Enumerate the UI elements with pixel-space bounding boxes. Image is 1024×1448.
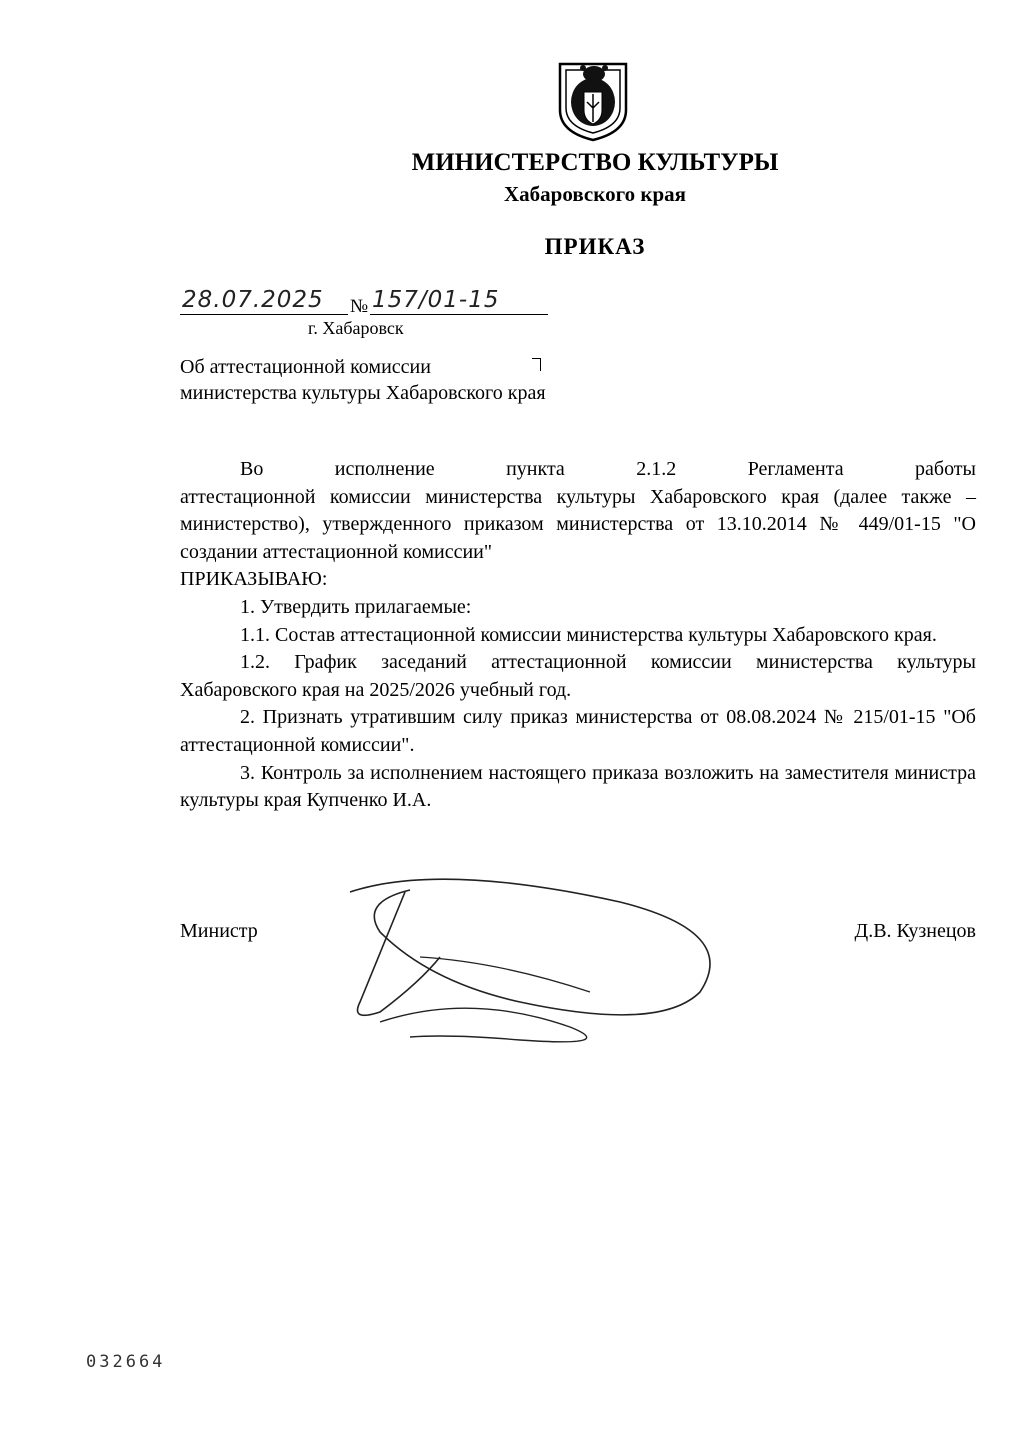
signatory-name: Д.В. Кузнецов (854, 920, 976, 942)
order-body (180, 456, 976, 815)
subject-line-2: министерства культуры Хабаровского края (180, 382, 546, 404)
number-sign: № (350, 296, 369, 317)
coat-of-arms-icon (556, 58, 630, 142)
date-underline (180, 314, 348, 315)
document-title: ПРИКАЗ (544, 234, 646, 259)
item-1: 1. Утвердить прилагаемые: (240, 595, 472, 618)
signatory-title: Министр (180, 920, 258, 942)
order-date: 28.07.2025 (182, 287, 324, 313)
item-1-2: 1.2. График заседаний аттестационной комиссии министерства культуры Хабаровского края на 2025/2026 учебный год. (180, 651, 976, 701)
subject-bracket (532, 358, 541, 371)
item-2: 2. Признать утратившим силу приказ министерства от 08.08.2024 № 215/01-15 "Об аттестационной комиссии". (180, 706, 976, 756)
number-underline (370, 314, 548, 315)
ministry-name: МИНИСТЕРСТВО КУЛЬТУРЫ (411, 149, 779, 176)
item-3: 3. Контроль за исполнением настоящего приказа возложить на заместителя министра культуры края Купченко И.А. (180, 761, 976, 812)
document-serial-number: 032664 (86, 1352, 166, 1372)
ministry-region: Хабаровского края (504, 182, 686, 206)
handwritten-signature (320, 862, 740, 1052)
preamble-line-1: Во исполнение пункта 2.1.2 Регламента работы (240, 458, 976, 480)
order-subject (180, 354, 546, 406)
subject-line-1: Об аттестационной комиссии (180, 356, 431, 378)
order-number: 157/01-15 (372, 287, 500, 313)
preamble-rest: аттестационной комиссии министерства культуры Хабаровского края (далее также – министерство), утвержденного приказом министерства от 13.10.2014 № 449/01-15 "О создании аттестационной комиссии" (180, 485, 976, 563)
order-city: г. Хабаровск (308, 318, 404, 338)
order-word: ПРИКАЗЫВАЮ: (180, 568, 328, 591)
item-1-1: 1.1. Состав аттестационной комиссии министерства культуры Хабаровского края. (240, 623, 937, 646)
